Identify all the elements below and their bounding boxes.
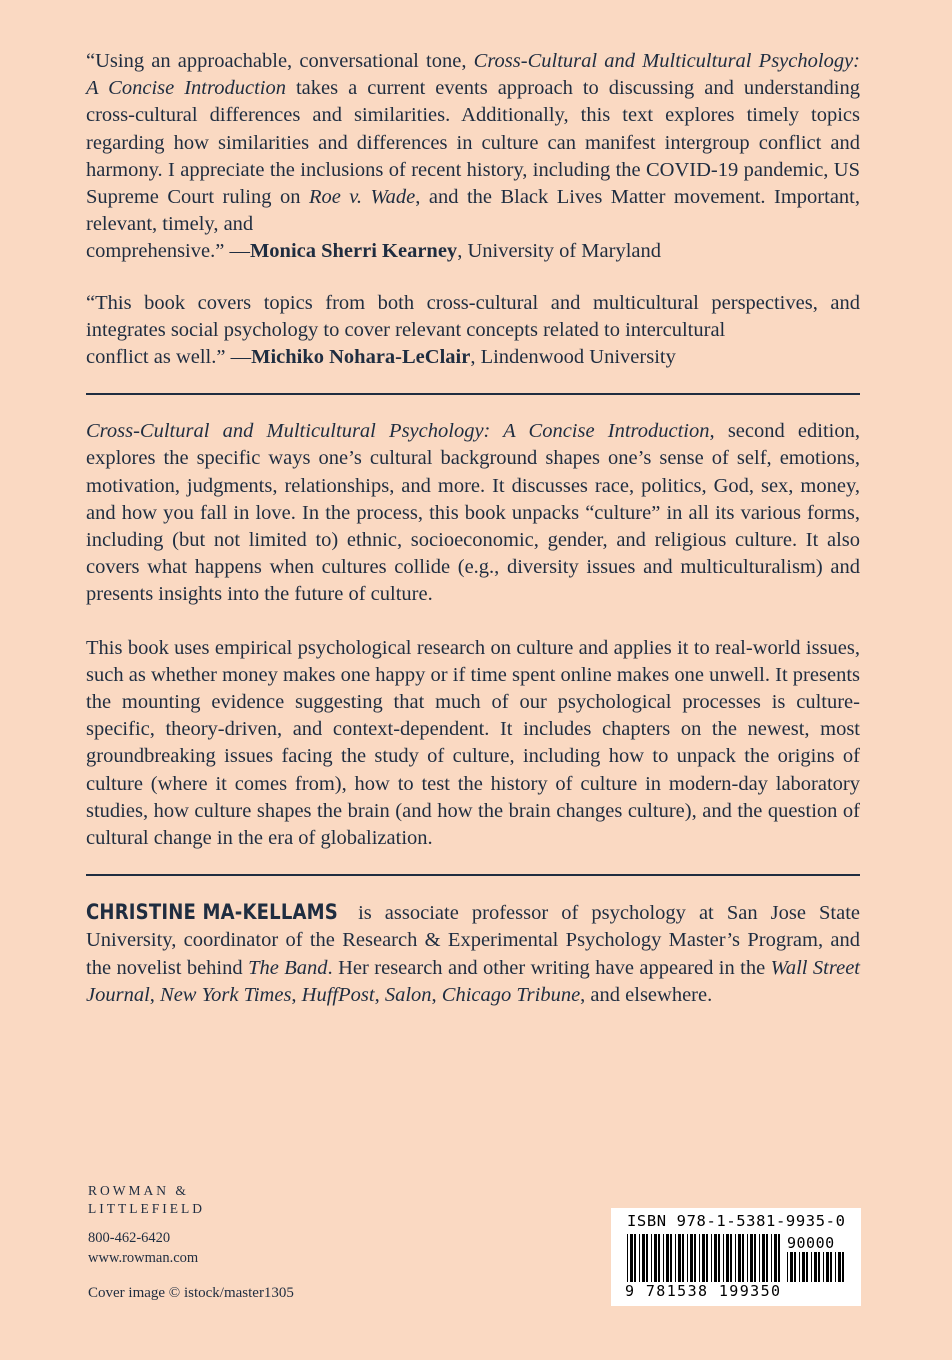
reviewer-2-name: Michiko Nohara-LeClair — [251, 346, 471, 369]
publication-name: Wall Street Journal — [86, 956, 860, 1006]
publisher-website: www.rowman.com — [88, 1250, 199, 1266]
quote-2-last-line: conflict as well.” — [86, 346, 226, 369]
dash: — — [229, 240, 250, 263]
publisher-logo — [88, 1182, 205, 1218]
author-bio-text: . Her research and other writing have appeared in the — [327, 956, 771, 979]
isbn-barcode — [611, 1208, 861, 1306]
quote-1-last-line: comprehensive.” — [86, 240, 225, 263]
publisher-logo-line-1: ROWMAN & — [88, 1183, 189, 1198]
review-quote-2-attribution-line — [86, 344, 860, 371]
barcode-digits: 9 781538 199350 — [625, 1282, 782, 1300]
description-paragraph-1 — [86, 418, 860, 608]
reviewer-2 — [231, 346, 676, 368]
quote-1-body: takes a current events approach to discussing and understanding cross-cultural differences and similarities. Additionally, this text explores timely topics regarding how similarities and differences in culture can manifest intergroup conflict and harmony. I appreciate the inclusions of recent history, including the COVID-19 pandemic, US Supreme Court ruling on — [86, 77, 860, 209]
publication-name: Salon — [384, 983, 432, 1006]
author-name: CHRISTINE MA-KELLAMS — [86, 900, 338, 925]
back-cover-text — [86, 48, 860, 1009]
description-book-title: Cross-Cultural and Multicultural Psychology: A Concise Introduction, — [86, 420, 715, 443]
publication-name: New York Times — [160, 983, 292, 1006]
publisher-block — [88, 1182, 205, 1268]
publisher-logo-line-2: LITTLEFIELD — [88, 1201, 205, 1216]
reviewer-1 — [229, 240, 661, 262]
publication-name: HuffPost — [301, 983, 375, 1006]
description-paragraph-2: This book uses empirical psychological research on culture and applies it to real-world issues, such as whether money makes one happy or if time spent online makes one unwell. It presents the mounting evidence suggesting that much of our psychological processes is culture-specific, theory-driven, and context-dependent. It includes chapters on the newest, most groundbreaking issues facing the study of culture, including how to unpack the origins of culture (where it comes from), how to test the history of culture in modern-day laboratory studies, how culture shapes the brain (and how the brain changes culture), and the question of cultural change in the era of globalization. — [86, 636, 860, 850]
separator: , — [431, 983, 442, 1006]
publisher-phone: 800-462-6420 — [88, 1230, 171, 1246]
quote-1-case-name: Roe v. Wade — [308, 186, 416, 209]
author-bio-text: is associate professor of psychology at San Jose State University, coordinator of the Research & Experimental Psychology Master’s Program, and the novelist behind — [86, 902, 860, 979]
reviewer-1-name: Monica Sherri Kearney — [249, 240, 458, 263]
reviewer-1-affiliation: , University of Maryland — [457, 240, 662, 263]
quote-1-body-end: , and the Black Lives Matter movement. Important, relevant, timely, and — [86, 186, 860, 236]
reviewer-2-affiliation: , Lindenwood University — [470, 346, 676, 369]
divider — [86, 874, 860, 876]
description-p1-text: second edition, explores the specific ways one’s cultural background shapes one’s sense of self, emotions, motivation, judgments, relationships, and more. It discusses race, politics, God, sex, money, and how you fall in love. In the process, this book unpacks “culture” in all its various forms, including (but not limited to) ethnic, socioeconomic, gender, and religious culture. It also covers what happens when cultures collide (e.g., diversity issues and multiculturalism) and presents insights into the future of culture. — [86, 420, 860, 606]
quote-1-intro: “Using an approachable, conversational tone, — [86, 50, 474, 72]
publisher-contact — [88, 1228, 205, 1268]
author-bio — [86, 899, 860, 1009]
review-quote-1 — [86, 48, 860, 238]
author-bio-end: , and elsewhere. — [580, 983, 713, 1006]
review-quote-2: “This book covers topics from both cross-cultural and multicultural perspectives, and integrates social psychology to cover relevant concepts related to intercultural — [86, 291, 860, 341]
separator: , — [291, 983, 302, 1006]
review-quote-1-attribution-line — [86, 238, 860, 265]
separator: , — [149, 983, 161, 1006]
author-novel-title: The Band — [248, 956, 328, 979]
price-code: 90000 — [787, 1234, 835, 1252]
dash: — — [230, 346, 252, 369]
separator: , — [374, 983, 385, 1006]
barcode-bars — [627, 1234, 781, 1282]
isbn-number: ISBN 978-1-5381-9935-0 — [627, 1212, 846, 1230]
publication-name: Chicago Tribune — [441, 983, 581, 1006]
price-barcode-bars — [787, 1252, 847, 1282]
divider — [86, 393, 860, 395]
cover-image-credit: Cover image © istock/master1305 — [88, 1285, 294, 1301]
quote-1-book-title: Cross-Cultural and Multicultural Psychology: A Concise Introduction — [86, 50, 860, 100]
